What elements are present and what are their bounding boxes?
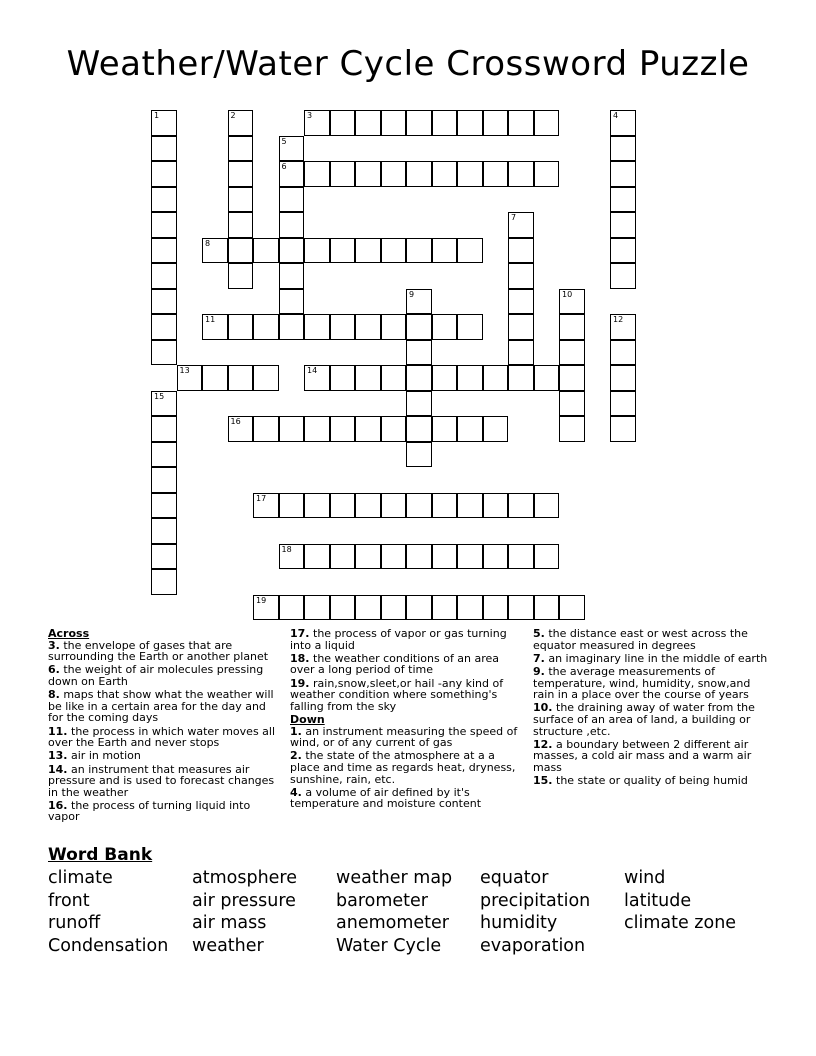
word-bank-word: latitude: [624, 890, 692, 911]
grid-cell[interactable]: [483, 161, 509, 187]
grid-cell[interactable]: [355, 493, 381, 519]
clue-item-number: 4.: [290, 785, 302, 799]
grid-cell[interactable]: [279, 493, 305, 519]
grid-cell[interactable]: [279, 544, 305, 570]
clue-item-number: 1.: [290, 724, 302, 738]
grid-cell[interactable]: [330, 595, 356, 621]
grid-cell[interactable]: [457, 314, 483, 340]
clue-number: 5: [281, 136, 287, 146]
grid-cell[interactable]: [457, 595, 483, 621]
grid-cell[interactable]: [355, 544, 381, 570]
grid-cell[interactable]: [508, 365, 534, 391]
grid-cell[interactable]: [202, 314, 228, 340]
grid-cell[interactable]: [610, 314, 636, 340]
grid-cell[interactable]: [432, 161, 458, 187]
word-bank-word: climate: [48, 868, 113, 888]
clue-item: [290, 628, 522, 651]
grid-cell[interactable]: [151, 391, 177, 417]
grid-cell[interactable]: [151, 161, 177, 187]
clue-number: 7: [511, 213, 517, 222]
grid-cell[interactable]: [406, 544, 432, 570]
grid-cell[interactable]: [381, 416, 407, 442]
grid-cell[interactable]: [432, 544, 458, 570]
clue-number: 14: [307, 366, 318, 375]
grid-cell[interactable]: [228, 314, 254, 340]
grid-cell[interactable]: [610, 416, 636, 442]
clue-item: [290, 653, 522, 676]
clue-item: [48, 750, 282, 762]
clue-item-number: 18.: [290, 651, 310, 665]
grid-cell[interactable]: [381, 314, 407, 340]
clue-column-3: [533, 628, 769, 788]
grid-cell[interactable]: [534, 595, 560, 621]
clue-item-number: 15.: [533, 774, 553, 788]
grid-cell[interactable]: [202, 365, 228, 391]
clue-item-text: a boundary between 2 different air masses, a cold air mass and a warm air mass: [533, 737, 752, 774]
clue-item: [48, 640, 282, 663]
clue-item-text: an instrument that measures air pressure and is used to forecast changes in the weather: [48, 762, 275, 799]
clue-item-text: the state of the atmosphere at a a place and time as regards heat, dryness, sunshine, rain, etc.: [290, 749, 516, 786]
clue-item: [533, 702, 769, 737]
grid-cell[interactable]: [508, 110, 534, 136]
clue-item-text: the process of turning liquid into vapor: [48, 798, 251, 824]
grid-cell[interactable]: [406, 391, 432, 417]
grid-cell[interactable]: [253, 595, 279, 621]
word-bank: [48, 867, 788, 957]
grid-cell[interactable]: [610, 136, 636, 162]
clue-item-number: 8.: [48, 688, 60, 702]
word-bank-word: anemometer: [336, 913, 449, 933]
grid-cell[interactable]: [304, 416, 330, 442]
grid-cell[interactable]: [151, 340, 177, 366]
grid-cell[interactable]: [432, 595, 458, 621]
clue-item-text: the draining away of water from the surface of an area of land, a building or structure ,etc.: [533, 701, 755, 738]
grid-cell[interactable]: [559, 391, 585, 417]
clue-number: 8: [205, 238, 211, 248]
clue-item-number: 12.: [533, 737, 553, 751]
grid-cell[interactable]: [610, 238, 636, 264]
word-bank-word: equator: [480, 868, 549, 888]
grid-cell[interactable]: [381, 544, 407, 570]
clue-number: 9: [409, 289, 415, 299]
grid-cell[interactable]: [151, 544, 177, 570]
word-bank-word: atmosphere: [192, 868, 297, 888]
word-bank-word: wind: [624, 868, 666, 888]
grid-cell[interactable]: [406, 314, 432, 340]
clue-number: 6: [281, 162, 287, 171]
grid-cell[interactable]: [151, 314, 177, 340]
clue-item-text: the envelope of gases that are surrounding the Earth or another planet: [48, 638, 269, 664]
grid-cell[interactable]: [253, 365, 279, 391]
grid-cell[interactable]: [610, 263, 636, 289]
grid-cell[interactable]: [151, 289, 177, 315]
grid-cell[interactable]: [151, 442, 177, 468]
grid-cell[interactable]: [330, 161, 356, 187]
puzzle-title: Weather/Water Cycle Crossword Puzzle: [66, 44, 750, 84]
grid-cell[interactable]: [406, 289, 432, 315]
grid-cell[interactable]: [534, 493, 560, 519]
grid-cell[interactable]: [508, 289, 534, 315]
grid-cell[interactable]: [508, 212, 534, 238]
grid-cell[interactable]: [432, 314, 458, 340]
grid-cell[interactable]: [151, 263, 177, 289]
grid-cell[interactable]: [483, 544, 509, 570]
grid-cell[interactable]: [253, 493, 279, 519]
grid-cell[interactable]: [534, 110, 560, 136]
grid-cell[interactable]: [279, 136, 305, 162]
grid-cell[interactable]: [228, 187, 254, 213]
grid-cell[interactable]: [304, 595, 330, 621]
grid-cell[interactable]: [457, 544, 483, 570]
grid-cell[interactable]: [406, 161, 432, 187]
grid-cell[interactable]: [508, 238, 534, 264]
grid-cell[interactable]: [381, 238, 407, 264]
clue-item-number: 16.: [48, 798, 68, 812]
clue-number: 1: [154, 111, 160, 120]
grid-cell[interactable]: [610, 187, 636, 213]
grid-cell[interactable]: [330, 365, 356, 391]
word-bank-word: Condensation: [48, 935, 169, 956]
grid-cell[interactable]: [151, 238, 177, 264]
grid-cell[interactable]: [457, 161, 483, 187]
clue-item-text: the average measurements of temperature, wind, humidity, snow,and rain in a place over the course of years: [533, 664, 751, 702]
grid-cell[interactable]: [228, 238, 254, 264]
grid-cell[interactable]: [330, 110, 356, 136]
grid-cell[interactable]: [406, 442, 432, 468]
grid-cell[interactable]: [508, 595, 534, 621]
clue-item-number: 2.: [290, 749, 302, 763]
grid-cell[interactable]: [432, 110, 458, 136]
clue-item: [290, 726, 522, 749]
clue-item-text: an imaginary line in the middle of earth: [548, 651, 768, 665]
grid-cell[interactable]: [355, 595, 381, 621]
clue-item: [48, 664, 282, 687]
grid-cell[interactable]: [483, 493, 509, 519]
grid-cell[interactable]: [406, 416, 432, 442]
grid-cell[interactable]: [381, 161, 407, 187]
clue-item-number: 13.: [48, 749, 68, 763]
word-bank-word: air pressure: [192, 890, 296, 911]
grid-cell[interactable]: [610, 391, 636, 417]
grid-cell[interactable]: [177, 365, 203, 391]
grid-cell[interactable]: [559, 314, 585, 340]
clue-item-text: the process of vapor or gas turning into a liquid: [290, 627, 507, 652]
clue-item: [48, 800, 282, 823]
grid-cell[interactable]: [457, 365, 483, 391]
clue-item-number: 5.: [533, 627, 545, 640]
grid-cell[interactable]: [151, 187, 177, 213]
grid-cell[interactable]: [610, 212, 636, 238]
word-bank-row: [48, 867, 788, 890]
grid-cell[interactable]: [508, 340, 534, 366]
word-bank-title: Word Bank: [48, 845, 153, 865]
grid-cell[interactable]: [151, 493, 177, 519]
clue-item-text: air in motion: [71, 749, 141, 763]
grid-cell[interactable]: [151, 110, 177, 136]
grid-cell[interactable]: [279, 187, 305, 213]
grid-cell[interactable]: [304, 493, 330, 519]
grid-cell[interactable]: [457, 110, 483, 136]
grid-cell[interactable]: [483, 365, 509, 391]
grid-cell[interactable]: [559, 416, 585, 442]
clue-item-number: 10.: [533, 701, 553, 715]
grid-cell[interactable]: [534, 365, 560, 391]
clue-item-text: an instrument measuring the speed of wind, or of any current of gas: [290, 724, 518, 750]
grid-cell[interactable]: [508, 263, 534, 289]
clue-item-number: 19.: [290, 676, 310, 690]
grid-cell[interactable]: [151, 212, 177, 238]
clue-item-number: 7.: [533, 651, 545, 665]
clue-number: 18: [281, 544, 292, 554]
clue-item: [533, 628, 769, 651]
grid-cell[interactable]: [406, 595, 432, 621]
down-heading: Down: [290, 712, 325, 726]
word-bank-word: evaporation: [480, 935, 586, 956]
grid-cell[interactable]: [432, 493, 458, 519]
grid-cell[interactable]: [279, 416, 305, 442]
across-heading: Across: [48, 627, 90, 640]
grid-cell[interactable]: [330, 544, 356, 570]
grid-cell[interactable]: [228, 136, 254, 162]
grid-cell[interactable]: [330, 416, 356, 442]
grid-cell[interactable]: [406, 238, 432, 264]
clue-item-text: maps that show what the weather will be like in a certain area for the day and for the coming days: [48, 688, 274, 725]
clue-item: [290, 787, 522, 810]
grid-cell[interactable]: [559, 595, 585, 621]
clue-number: 16: [230, 417, 241, 426]
word-bank-word: runoff: [48, 913, 101, 933]
clue-item: [48, 764, 282, 799]
clue-item: [290, 678, 522, 713]
grid-cell[interactable]: [483, 110, 509, 136]
clue-item-text: the distance east or west across the equator measured in degrees: [533, 627, 748, 652]
grid-cell[interactable]: [151, 416, 177, 442]
clue-number: 3: [307, 111, 313, 120]
grid-cell[interactable]: [202, 238, 228, 264]
grid-cell[interactable]: [610, 110, 636, 136]
grid-cell[interactable]: [508, 314, 534, 340]
grid-cell[interactable]: [355, 416, 381, 442]
grid-cell[interactable]: [381, 493, 407, 519]
clue-number: 12: [613, 315, 624, 324]
word-bank-word: climate zone: [624, 913, 737, 933]
grid-cell[interactable]: [253, 416, 279, 442]
clue-item-number: 9.: [533, 664, 545, 678]
grid-cell[interactable]: [253, 314, 279, 340]
clue-number: 10: [562, 289, 573, 299]
word-bank-word: weather map: [336, 868, 453, 888]
clue-item: [290, 750, 522, 785]
word-bank-word: Water Cycle: [336, 935, 442, 956]
clue-item-text: the weather conditions of an area over a long period of time: [290, 651, 500, 677]
clue-number: 2: [230, 111, 236, 120]
grid-cell[interactable]: [228, 416, 254, 442]
grid-cell[interactable]: [279, 263, 305, 289]
grid-cell[interactable]: [355, 314, 381, 340]
clue-column-1: [48, 628, 282, 825]
word-bank-word: barometer: [336, 890, 428, 911]
clue-item-text: the weight of air molecules pressing down on Earth: [48, 663, 264, 688]
grid-cell[interactable]: [432, 416, 458, 442]
word-bank-word: humidity: [480, 913, 558, 933]
clue-number: 19: [256, 595, 267, 605]
grid-cell[interactable]: [304, 365, 330, 391]
clue-number: 11: [205, 315, 216, 324]
clue-item: [48, 726, 282, 749]
clue-column-2: [290, 628, 522, 811]
grid-cell[interactable]: [534, 544, 560, 570]
grid-cell[interactable]: [406, 493, 432, 519]
grid-cell[interactable]: [610, 365, 636, 391]
grid-cell[interactable]: [483, 416, 509, 442]
word-bank-row: [48, 935, 788, 958]
clue-item-text: a volume of air defined by it's temperature and moisture content: [290, 785, 482, 811]
clue-item: [533, 666, 769, 701]
clue-item-number: 11.: [48, 724, 68, 738]
clue-number: 13: [179, 366, 190, 375]
grid-cell[interactable]: [508, 493, 534, 519]
grid-cell[interactable]: [432, 238, 458, 264]
word-bank-row: [48, 912, 788, 935]
grid-cell[interactable]: [355, 238, 381, 264]
word-bank-word: front: [48, 890, 90, 911]
grid-cell[interactable]: [279, 161, 305, 187]
grid-cell[interactable]: [279, 595, 305, 621]
grid-cell[interactable]: [457, 416, 483, 442]
grid-cell[interactable]: [381, 595, 407, 621]
grid-cell[interactable]: [228, 365, 254, 391]
word-bank-word: precipitation: [480, 890, 591, 911]
grid-cell[interactable]: [508, 161, 534, 187]
clue-item-number: 3.: [48, 638, 60, 652]
grid-cell[interactable]: [304, 544, 330, 570]
grid-cell[interactable]: [483, 595, 509, 621]
clue-item-text: the state or quality of being humid: [556, 774, 748, 788]
clue-number: 4: [613, 111, 619, 120]
clue-item: [533, 739, 769, 774]
grid-cell[interactable]: [355, 110, 381, 136]
grid-cell[interactable]: [559, 365, 585, 391]
grid-cell[interactable]: [457, 493, 483, 519]
grid-cell[interactable]: [228, 110, 254, 136]
grid-cell[interactable]: [610, 340, 636, 366]
clue-item-number: 17.: [290, 627, 310, 640]
grid-cell[interactable]: [330, 493, 356, 519]
grid-cell[interactable]: [151, 136, 177, 162]
grid-cell[interactable]: [228, 161, 254, 187]
grid-cell[interactable]: [330, 238, 356, 264]
word-bank-word: air mass: [192, 913, 267, 933]
grid-cell[interactable]: [279, 289, 305, 315]
grid-cell[interactable]: [151, 569, 177, 595]
clue-number: 15: [154, 391, 165, 401]
clue-item-text: rain,snow,sleet,or hail -any kind of weather condition where something's falling from the sky: [290, 676, 504, 713]
word-bank-row: [48, 890, 788, 913]
grid-cell[interactable]: [228, 212, 254, 238]
grid-cell[interactable]: [228, 263, 254, 289]
grid-cell[interactable]: [151, 467, 177, 493]
clue-item-text: the process in which water moves all over the Earth and never stops: [48, 724, 276, 750]
grid-cell[interactable]: [151, 518, 177, 544]
grid-cell[interactable]: [381, 110, 407, 136]
grid-cell[interactable]: [279, 238, 305, 264]
grid-cell[interactable]: [355, 365, 381, 391]
grid-cell[interactable]: [279, 314, 305, 340]
grid-cell[interactable]: [355, 161, 381, 187]
grid-cell[interactable]: [381, 365, 407, 391]
grid-cell[interactable]: [406, 340, 432, 366]
grid-cell[interactable]: [432, 365, 458, 391]
grid-cell[interactable]: [559, 289, 585, 315]
grid-cell[interactable]: [304, 161, 330, 187]
grid-cell[interactable]: [559, 340, 585, 366]
grid-cell[interactable]: [508, 544, 534, 570]
grid-cell[interactable]: [457, 238, 483, 264]
grid-cell[interactable]: [304, 314, 330, 340]
grid-cell[interactable]: [534, 161, 560, 187]
clue-item: [533, 775, 769, 787]
grid-cell[interactable]: [406, 110, 432, 136]
clue-item: [533, 653, 769, 665]
clue-number: 17: [256, 493, 267, 503]
grid-cell[interactable]: [406, 365, 432, 391]
word-bank-word: weather: [192, 935, 264, 956]
grid-cell[interactable]: [279, 212, 305, 238]
clue-item: [48, 689, 282, 724]
grid-cell[interactable]: [610, 161, 636, 187]
grid-cell[interactable]: [253, 238, 279, 264]
clue-item-number: 6.: [48, 663, 60, 677]
grid-cell[interactable]: [304, 238, 330, 264]
grid-cell[interactable]: [330, 314, 356, 340]
clue-item-number: 14.: [48, 762, 68, 776]
grid-cell[interactable]: [304, 110, 330, 136]
